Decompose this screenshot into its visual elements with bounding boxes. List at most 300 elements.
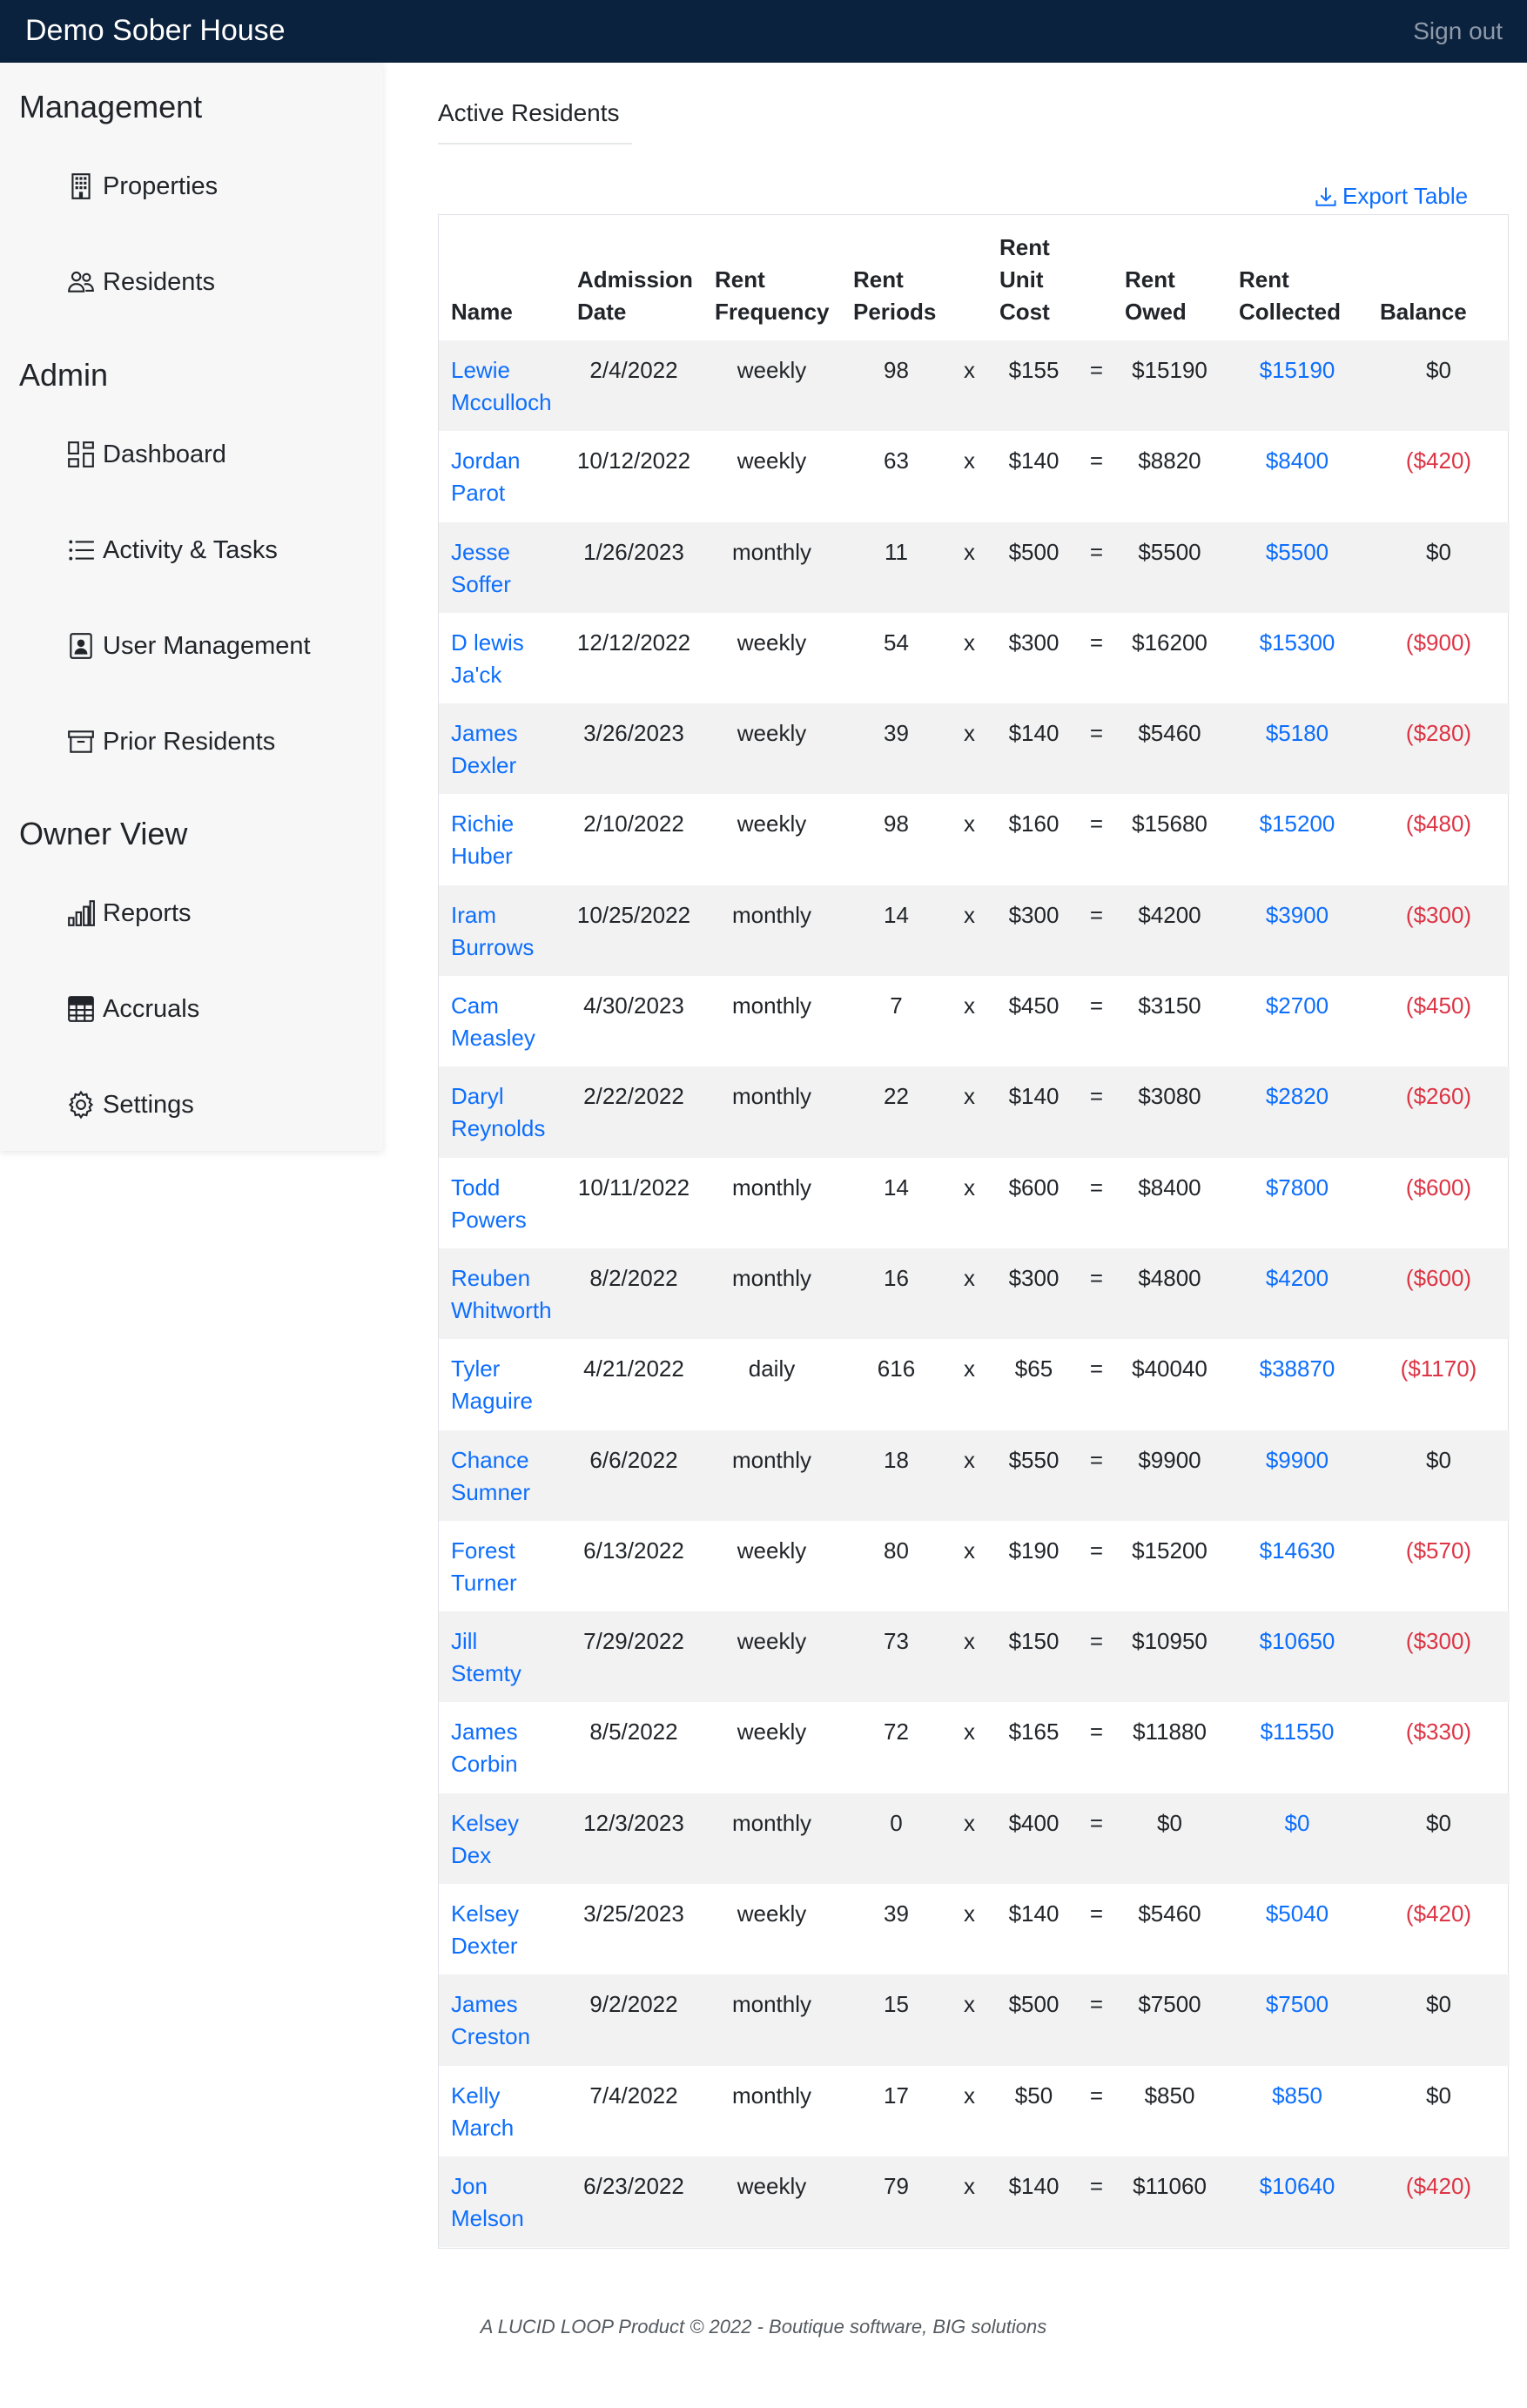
rent-unit-cost-cell: $450 [1008, 992, 1059, 1019]
balance-cell: $0 [1368, 1430, 1510, 1521]
export-table-label: Export Table [1342, 183, 1469, 209]
resident-first-name-link[interactable]: Lewie [451, 357, 510, 383]
admission-date-cell: 3/25/2023 [583, 1900, 684, 1927]
rent-frequency-cell: weekly [703, 340, 841, 431]
rent-owed-cell: $16200 [1132, 629, 1207, 656]
sidebar-heading-admin: Admin [19, 357, 109, 393]
resident-name-cell [439, 431, 565, 521]
times-symbol: x [964, 447, 975, 474]
rent-owed-cell: $3080 [1113, 1066, 1227, 1157]
rent-owed-cell: $9900 [1113, 1430, 1227, 1521]
page-title: Active Residents [438, 99, 620, 126]
equals-symbol: = [1089, 992, 1104, 1019]
resident-last-name-link[interactable]: Reynolds [451, 1115, 546, 1142]
rent-periods-cell: 616 [877, 1355, 916, 1382]
balance-cell: ($300) [1368, 1611, 1510, 1702]
balance-cell: $0 [1368, 340, 1510, 431]
resident-first-name-link[interactable]: Cam [451, 992, 499, 1019]
times-symbol: x [964, 1537, 975, 1564]
rent-collected-link[interactable]: $5040 [1265, 1900, 1329, 1927]
times-symbol: x [952, 1974, 987, 2065]
resident-first-name-link[interactable]: Reuben [451, 1264, 531, 1291]
rent-collected-link[interactable]: $3900 [1265, 901, 1329, 928]
table-row [439, 1430, 1510, 1521]
rent-periods-cell: 0 [841, 1793, 952, 1884]
rent-unit-cost-cell: $300 [987, 1248, 1080, 1339]
resident-last-name-link[interactable]: Huber [451, 843, 513, 870]
gear-icon [64, 1088, 98, 1121]
resident-last-name-link[interactable]: Turner [451, 1569, 517, 1596]
times-symbol: x [964, 1355, 975, 1382]
sidebar-item-user-management[interactable] [64, 627, 311, 665]
rent-frequency-cell: monthly [703, 1066, 841, 1157]
rent-collected-cell [1227, 703, 1368, 794]
rent-collected-cell [1227, 1702, 1368, 1793]
rent-collected-cell [1227, 431, 1368, 521]
equals-symbol: = [1089, 447, 1104, 474]
rent-periods-cell: 98 [841, 340, 952, 431]
rent-unit-cost-cell: $550 [987, 1430, 1080, 1521]
rent-unit-cost-cell: $600 [1008, 1174, 1059, 1201]
resident-first-name-link[interactable]: Richie [451, 811, 515, 837]
admission-date-cell: 2/22/2022 [565, 1066, 703, 1157]
resident-first-name-link[interactable]: Kelly [451, 2082, 501, 2109]
rent-frequency-cell: weekly [703, 1611, 841, 1702]
table-icon [64, 992, 98, 1026]
equals-symbol: = [1089, 1719, 1104, 1745]
resident-first-name-link[interactable]: Jesse [451, 538, 510, 565]
rent-unit-cost-cell: $65 [1014, 1355, 1053, 1382]
top-navbar [0, 0, 1527, 63]
people-icon [64, 266, 98, 299]
rent-owed-cell: $5500 [1113, 522, 1227, 613]
table-row [439, 703, 1510, 794]
rent-collected-cell [1227, 1430, 1368, 1521]
resident-name-cell [439, 2066, 565, 2156]
resident-name-cell [439, 1158, 565, 1248]
resident-last-name-link[interactable]: Creston [451, 2023, 531, 2050]
rent-frequency-cell: weekly [703, 703, 841, 794]
rent-owed-cell: $4800 [1113, 1248, 1227, 1339]
resident-first-name-link[interactable]: Tyler [451, 1355, 501, 1382]
rent-frequency-cell: weekly [737, 811, 807, 837]
equals-symbol: = [1080, 1066, 1113, 1157]
resident-name-cell [439, 1974, 565, 2065]
rent-periods-cell: 98 [884, 811, 909, 837]
resident-first-name-link[interactable]: Kelsey [451, 1809, 520, 1836]
equals-symbol: = [1089, 1174, 1104, 1201]
rent-collected-link[interactable]: $7500 [1265, 1991, 1329, 2018]
sidebar-item-label: Accruals [103, 994, 200, 1023]
times-symbol: x [952, 885, 987, 976]
balance-cell: ($900) [1405, 629, 1472, 656]
rent-unit-cost-cell: $300 [1008, 629, 1059, 656]
rent-collected-link[interactable]: $8400 [1265, 447, 1329, 474]
rent-periods-cell: 15 [841, 1974, 952, 2065]
resident-first-name-link[interactable]: Todd [451, 1174, 501, 1201]
resident-last-name-link[interactable]: Parot [451, 480, 506, 507]
sidebar-item-properties[interactable] [64, 167, 218, 205]
rent-frequency-cell: daily [748, 1355, 796, 1382]
sidebar-item-label: User Management [103, 631, 311, 660]
times-symbol: x [952, 1793, 987, 1884]
rent-collected-link[interactable]: $2820 [1265, 1083, 1329, 1110]
header-rent-frequency[interactable]: Rent Frequency [715, 266, 830, 325]
rent-owed-cell: $11880 [1133, 1719, 1207, 1745]
resident-name-cell [439, 1884, 565, 1974]
equals-symbol: = [1089, 1355, 1104, 1382]
times-symbol: x [964, 811, 975, 837]
rent-collected-cell [1227, 2066, 1368, 2156]
admission-date-cell: 10/11/2022 [577, 1174, 690, 1201]
rent-collected-link[interactable]: $10650 [1259, 1628, 1335, 1655]
resident-first-name-link[interactable]: Jordan [451, 447, 521, 474]
rent-unit-cost-cell: $500 [987, 522, 1080, 613]
rent-unit-cost-cell: $140 [987, 2156, 1080, 2247]
resident-last-name-link[interactable]: Powers [451, 1206, 527, 1233]
table-row [439, 976, 1510, 1066]
rent-collected-link[interactable]: $4200 [1265, 1264, 1329, 1291]
rent-unit-cost-cell: $190 [1008, 1537, 1059, 1564]
rent-collected-link[interactable]: $10640 [1259, 2172, 1335, 2199]
equals-symbol: = [1080, 1430, 1113, 1521]
resident-last-name-link[interactable]: Sumner [451, 1478, 531, 1505]
rent-periods-cell: 11 [841, 522, 952, 613]
resident-first-name-link[interactable]: Jon [451, 2172, 488, 2199]
resident-last-name-link[interactable]: Whitworth [451, 1296, 552, 1323]
balance-cell: ($280) [1368, 703, 1510, 794]
brand-title[interactable]: Demo Sober House [25, 14, 286, 47]
resident-last-name-link[interactable]: Measley [451, 1025, 535, 1052]
rent-collected-link[interactable]: $850 [1272, 2082, 1322, 2109]
sign-out-link[interactable]: Sign out [1413, 17, 1503, 44]
times-symbol: x [952, 1611, 987, 1702]
sidebar-item-prior-residents[interactable] [64, 723, 275, 761]
rent-collected-cell [1227, 1793, 1368, 1884]
sidebar-item-label: Properties [103, 172, 219, 200]
rent-collected-link[interactable]: $38870 [1259, 1355, 1335, 1382]
resident-last-name-link[interactable]: March [451, 2114, 515, 2141]
table-header-row [439, 215, 1510, 340]
admission-date-cell: 7/29/2022 [565, 1611, 703, 1702]
table-row [439, 1974, 1510, 2065]
resident-last-name-link[interactable]: Soffer [451, 570, 511, 597]
equals-symbol: = [1080, 2156, 1113, 2247]
balance-cell: ($480) [1405, 811, 1472, 837]
rent-periods-cell: 72 [884, 1719, 909, 1745]
residents-table [438, 214, 1509, 2249]
sidebar-item-settings[interactable] [64, 1086, 194, 1124]
rent-collected-link[interactable]: $0 [1284, 1809, 1310, 1836]
rent-periods-cell: 22 [841, 1066, 952, 1157]
balance-cell: ($330) [1405, 1719, 1472, 1745]
table-row [439, 1248, 1510, 1339]
download-icon [1315, 185, 1337, 208]
resident-name-cell [439, 340, 565, 431]
rent-collected-link[interactable]: $15200 [1259, 811, 1335, 837]
resident-last-name-link[interactable]: Mcculloch [451, 389, 552, 415]
times-symbol: x [952, 2156, 987, 2247]
table-row [439, 885, 1510, 976]
rent-frequency-cell: weekly [737, 1719, 807, 1745]
rent-owed-cell: $3150 [1138, 992, 1201, 1019]
rent-frequency-cell: monthly [731, 2082, 812, 2109]
header-rent-periods[interactable]: Rent Periods [853, 266, 937, 325]
resident-name-cell [439, 1339, 565, 1429]
sidebar-item-label: Settings [103, 1090, 194, 1119]
balance-cell: ($450) [1405, 992, 1472, 1019]
user-badge-icon [64, 629, 98, 663]
resident-name-cell [439, 1702, 565, 1793]
times-symbol: x [964, 629, 975, 656]
rent-unit-cost-cell: $140 [1008, 447, 1059, 474]
header-name[interactable]: Name [451, 299, 513, 325]
balance-cell: $0 [1368, 1793, 1510, 1884]
rent-owed-cell: $15190 [1113, 340, 1227, 431]
rent-collected-link[interactable]: $2700 [1265, 992, 1329, 1019]
balance-cell: ($300) [1368, 885, 1510, 976]
resident-name-cell [439, 1430, 565, 1521]
header-rent-collected[interactable]: Rent Collected [1239, 266, 1342, 325]
table-row [439, 2156, 1510, 2247]
sidebar-item-activity-tasks[interactable] [64, 531, 278, 569]
rent-collected-cell [1227, 885, 1368, 976]
rent-collected-link[interactable]: $15190 [1259, 357, 1335, 383]
admission-date-cell: 10/25/2022 [565, 885, 703, 976]
balance-cell: ($600) [1405, 1174, 1472, 1201]
resident-name-cell [439, 2156, 565, 2247]
archive-icon [64, 725, 98, 758]
table-row [439, 1521, 1510, 1611]
rent-frequency-cell: weekly [737, 447, 807, 474]
rent-collected-cell [1227, 976, 1368, 1066]
balance-cell: ($1170) [1400, 1355, 1477, 1382]
table-row [439, 522, 1510, 613]
rent-periods-cell: 17 [884, 2082, 909, 2109]
resident-last-name-link[interactable]: Dex [451, 1841, 492, 1868]
rent-frequency-cell: monthly [703, 1793, 841, 1884]
resident-first-name-link[interactable]: Chance [451, 1446, 529, 1473]
rent-collected-cell [1227, 522, 1368, 613]
resident-first-name-link[interactable]: Daryl [451, 1083, 504, 1110]
admission-date-cell: 6/23/2022 [565, 2156, 703, 2247]
sidebar-heading-owner-view: Owner View [19, 816, 188, 851]
table-row [439, 340, 1510, 431]
rent-periods-cell: 39 [884, 1900, 909, 1927]
balance-cell: ($420) [1405, 447, 1472, 474]
resident-first-name-link[interactable]: Kelsey [451, 1900, 520, 1927]
resident-last-name-link[interactable]: Maguire [451, 1388, 533, 1415]
table-row [439, 1702, 1510, 1793]
balance-cell: ($570) [1405, 1537, 1472, 1564]
rent-frequency-cell: monthly [703, 522, 841, 613]
resident-name-cell [439, 1611, 565, 1702]
sidebar-item-label: Reports [103, 898, 192, 927]
rent-collected-link[interactable]: $15300 [1259, 629, 1335, 656]
export-table-button[interactable] [1315, 183, 1468, 210]
resident-name-cell [439, 1248, 565, 1339]
header-admission-date[interactable]: Admission Date [577, 266, 693, 325]
resident-name-cell [439, 885, 565, 976]
resident-first-name-link[interactable]: D lewis [451, 629, 524, 656]
rent-unit-cost-cell: $150 [987, 1611, 1080, 1702]
rent-unit-cost-cell: $140 [987, 1066, 1080, 1157]
header-rent-unit-cost[interactable]: Rent Unit Cost [999, 234, 1050, 325]
header-times-spacer [952, 215, 987, 340]
rent-collected-cell [1227, 1611, 1368, 1702]
rent-frequency-cell: monthly [731, 1174, 812, 1201]
resident-first-name-link[interactable]: James [451, 1991, 518, 2018]
resident-last-name-link[interactable]: Burrows [451, 933, 535, 960]
table-row [439, 1611, 1510, 1702]
equals-symbol: = [1080, 340, 1113, 431]
balance-cell: $0 [1368, 522, 1510, 613]
rent-owed-cell: $10950 [1113, 1611, 1227, 1702]
times-symbol: x [952, 340, 987, 431]
header-balance[interactable]: Balance [1380, 299, 1467, 325]
resident-first-name-link[interactable]: Forest [451, 1537, 515, 1564]
equals-symbol: = [1080, 1611, 1113, 1702]
sidebar-heading-management: Management [19, 89, 203, 124]
sidebar-item-label: Dashboard [103, 440, 226, 468]
rent-collected-cell [1227, 1248, 1368, 1339]
rent-collected-cell [1227, 1521, 1368, 1611]
title-divider [438, 143, 632, 145]
resident-last-name-link[interactable]: Dexler [451, 752, 517, 779]
equals-symbol: = [1089, 2082, 1104, 2109]
table-row [439, 1793, 1510, 1884]
sidebar-item-reports[interactable] [64, 894, 192, 932]
admission-date-cell: 8/5/2022 [589, 1719, 678, 1745]
resident-last-name-link[interactable]: Stemty [451, 1660, 521, 1687]
header-rent-owed[interactable]: Rent Owed [1125, 266, 1187, 325]
balance-cell: $0 [1426, 2082, 1451, 2109]
admission-date-cell: 7/4/2022 [589, 2082, 678, 2109]
header-equals-spacer [1080, 215, 1113, 340]
footer-text: A LUCID LOOP Product © 2022 - Boutique software, BIG solutions [480, 2316, 1047, 2337]
admission-date-cell: 6/6/2022 [565, 1430, 703, 1521]
rent-unit-cost-cell: $300 [987, 885, 1080, 976]
equals-symbol: = [1089, 811, 1104, 837]
admission-date-cell: 2/10/2022 [583, 811, 684, 837]
equals-symbol: = [1080, 1974, 1113, 2065]
admission-date-cell: 12/12/2022 [576, 629, 691, 656]
rent-collected-link[interactable]: $11550 [1260, 1719, 1335, 1745]
rent-collected-link[interactable]: $14630 [1259, 1537, 1335, 1564]
rent-frequency-cell: monthly [703, 885, 841, 976]
resident-last-name-link[interactable]: Ja'ck [451, 661, 502, 688]
rent-periods-cell: 16 [841, 1248, 952, 1339]
rent-owed-cell: $5460 [1138, 1900, 1201, 1927]
equals-symbol: = [1080, 885, 1113, 976]
table-row [439, 1066, 1510, 1157]
rent-collected-link[interactable]: $5500 [1265, 538, 1329, 565]
equals-symbol: = [1080, 1248, 1113, 1339]
resident-name-cell [439, 522, 565, 613]
resident-first-name-link[interactable]: Iram [451, 901, 496, 928]
rent-owed-cell: $850 [1144, 2082, 1195, 2109]
rent-frequency-cell: monthly [731, 992, 812, 1019]
table-row [439, 2066, 1510, 2156]
resident-name-cell [439, 613, 565, 703]
rent-periods-cell: 73 [841, 1611, 952, 1702]
table-row [439, 1339, 1510, 1429]
rent-collected-cell [1227, 1339, 1368, 1429]
rent-frequency-cell: monthly [703, 1248, 841, 1339]
rent-periods-cell: 54 [884, 629, 909, 656]
times-symbol: x [964, 1719, 975, 1745]
resident-name-cell [439, 794, 565, 885]
rent-unit-cost-cell: $160 [1008, 811, 1059, 837]
balance-cell: ($420) [1368, 2156, 1510, 2247]
times-symbol: x [964, 1174, 975, 1201]
equals-symbol: = [1089, 629, 1104, 656]
rent-collected-cell [1227, 1974, 1368, 2065]
balance-cell: ($600) [1368, 1248, 1510, 1339]
resident-first-name-link[interactable]: Jill [451, 1628, 478, 1655]
list-icon [64, 534, 98, 567]
rent-collected-link[interactable]: $7800 [1265, 1174, 1329, 1201]
rent-owed-cell: $8400 [1138, 1174, 1201, 1201]
admission-date-cell: 3/26/2023 [565, 703, 703, 794]
rent-periods-cell: 63 [884, 447, 909, 474]
rent-periods-cell: 14 [884, 1174, 909, 1201]
rent-collected-cell [1227, 340, 1368, 431]
rent-periods-cell: 80 [884, 1537, 909, 1564]
resident-first-name-link[interactable]: James [451, 1719, 518, 1745]
rent-frequency-cell: weekly [737, 1900, 807, 1927]
resident-name-cell [439, 1521, 565, 1611]
rent-frequency-cell: weekly [703, 2156, 841, 2247]
rent-unit-cost-cell: $155 [987, 340, 1080, 431]
rent-collected-link[interactable]: $9900 [1265, 1446, 1329, 1473]
times-symbol: x [964, 2082, 975, 2109]
rent-periods-cell: 18 [841, 1430, 952, 1521]
rent-collected-cell [1227, 613, 1368, 703]
resident-first-name-link[interactable]: James [451, 720, 518, 747]
table-row [439, 431, 1510, 521]
times-symbol: x [952, 1248, 987, 1339]
rent-periods-cell: 14 [841, 885, 952, 976]
equals-symbol: = [1080, 703, 1113, 794]
dashboard-icon [64, 438, 98, 471]
resident-last-name-link[interactable]: Corbin [451, 1751, 518, 1778]
admission-date-cell: 9/2/2022 [565, 1974, 703, 2065]
balance-cell: ($420) [1405, 1900, 1472, 1927]
rent-unit-cost-cell: $400 [987, 1793, 1080, 1884]
table-row [439, 613, 1510, 703]
admission-date-cell: 4/30/2023 [583, 992, 684, 1019]
sidebar-item-dashboard[interactable] [64, 435, 226, 474]
rent-periods-cell: 7 [890, 992, 903, 1019]
resident-last-name-link[interactable]: Melson [451, 2204, 524, 2231]
rent-collected-cell [1227, 1066, 1368, 1157]
rent-unit-cost-cell: $140 [1008, 1900, 1059, 1927]
sidebar-item-residents[interactable] [64, 263, 215, 301]
resident-last-name-link[interactable]: Dexter [451, 1933, 518, 1960]
sidebar-item-accruals[interactable] [64, 990, 199, 1028]
sidebar [0, 63, 383, 1151]
sidebar-item-label: Residents [103, 267, 215, 296]
rent-owed-cell: $5460 [1113, 703, 1227, 794]
rent-periods-cell: 39 [841, 703, 952, 794]
rent-frequency-cell: weekly [737, 1537, 807, 1564]
rent-collected-link[interactable]: $5180 [1265, 720, 1329, 747]
rent-collected-cell [1227, 1158, 1368, 1248]
times-symbol: x [952, 522, 987, 613]
rent-owed-cell: $0 [1113, 1793, 1227, 1884]
rent-unit-cost-cell: $50 [1014, 2082, 1053, 2109]
